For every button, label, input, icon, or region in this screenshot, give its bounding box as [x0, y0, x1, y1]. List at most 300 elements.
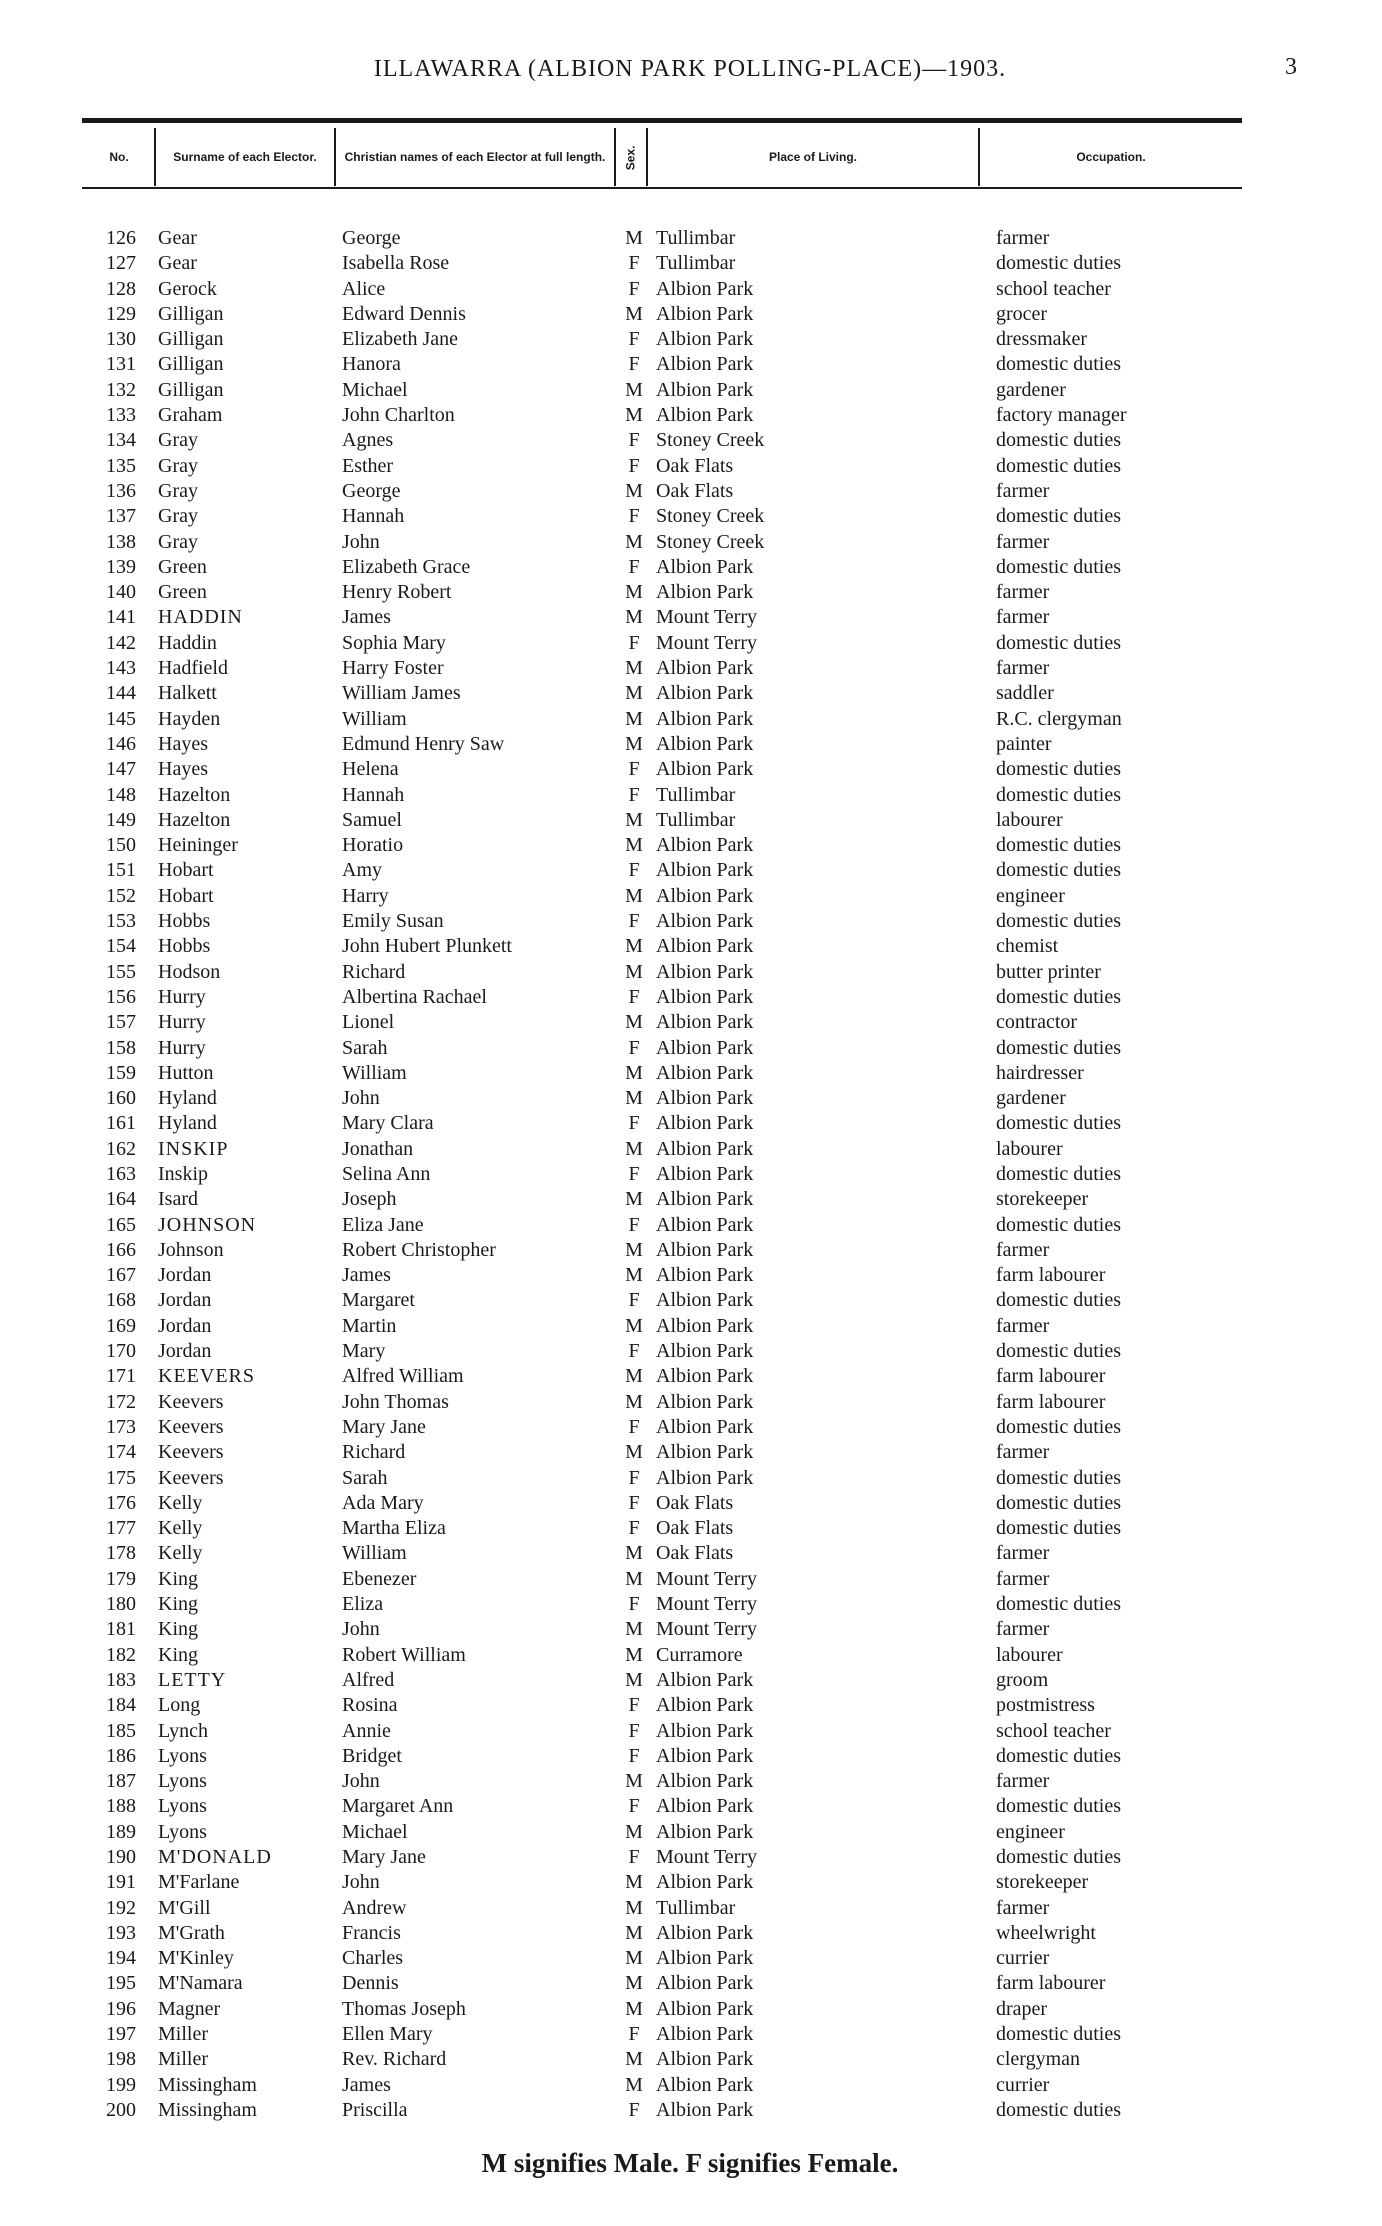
cell-place: Tullimbar [656, 1896, 736, 1919]
cell-number: 179 [106, 1567, 136, 1590]
cell-place: Albion Park [656, 1871, 754, 1894]
table-row [0, 1288, 1382, 1313]
cell-sex: M [625, 227, 643, 249]
cell-sex: M [625, 1238, 643, 1261]
cell-surname: Jordan [158, 1314, 212, 1337]
cell-occupation: domestic duties [996, 1491, 1121, 1514]
cell-surname: Haddin [158, 631, 217, 654]
column-header-place [648, 130, 978, 186]
table-row [0, 1516, 1382, 1541]
table-row [0, 2073, 1382, 2098]
cell-place: Tullimbar [656, 783, 736, 806]
cell-occupation: domestic duties [996, 555, 1121, 578]
table-row [0, 757, 1382, 782]
cell-number: 156 [106, 985, 136, 1008]
cell-christian-names: Sarah [342, 1466, 388, 1489]
cell-christian-names: Henry Robert [342, 581, 452, 604]
cell-occupation: chemist [996, 935, 1059, 958]
cell-sex: F [628, 555, 640, 578]
cell-sex: F [628, 1213, 640, 1236]
page-title: ILLAWARRA (ALBION PARK POLLING-PLACE)—1903. [373, 56, 1007, 82]
table-row [0, 1061, 1382, 1086]
table-row [0, 2022, 1382, 2047]
cell-place: Albion Park [656, 1744, 754, 1767]
cell-sex: M [625, 1871, 643, 1894]
cell-christian-names: Priscilla [342, 2098, 408, 2121]
cell-christian-names: Michael [342, 1820, 408, 1843]
cell-place: Albion Park [656, 732, 754, 755]
cell-christian-names: Hannah [342, 505, 405, 528]
table-row [0, 2098, 1382, 2123]
cell-christian-names: Eliza [342, 1593, 384, 1616]
cell-sex: M [625, 2073, 643, 2096]
cell-place: Stoney Creek [656, 530, 765, 553]
cell-christian-names: Mary Clara [342, 1112, 434, 1135]
cell-number: 147 [106, 758, 136, 781]
cell-place: Albion Park [656, 2023, 754, 2046]
cell-christian-names: Edmund Henry Saw [342, 732, 505, 755]
cell-christian-names: Francis [342, 1921, 401, 1944]
cell-occupation: storekeeper [996, 1871, 1089, 1894]
cell-number: 195 [106, 1972, 136, 1995]
cell-surname: Jordan [158, 1340, 212, 1363]
cell-place: Stoney Creek [656, 505, 765, 528]
cell-sex: F [628, 1415, 640, 1438]
cell-number: 163 [106, 1162, 136, 1185]
cell-christian-names: Martin [342, 1314, 397, 1337]
table-row [0, 1921, 1382, 1946]
cell-surname: Graham [158, 404, 223, 427]
cell-christian-names: Harry [342, 884, 389, 907]
cell-occupation: currier [996, 2073, 1050, 2096]
cell-christian-names: Ada Mary [342, 1491, 424, 1514]
cell-christian-names: Thomas Joseph [342, 1997, 466, 2020]
cell-occupation: grocer [996, 302, 1048, 325]
cell-number: 154 [106, 935, 136, 958]
cell-occupation: domestic duties [996, 1289, 1121, 1312]
cell-occupation: hairdresser [996, 1061, 1084, 1084]
cell-occupation: domestic duties [996, 783, 1121, 806]
cell-christian-names: Charles [342, 1947, 404, 1970]
cell-sex: F [628, 1517, 640, 1540]
table-row [0, 833, 1382, 858]
cell-occupation: farmer [996, 1238, 1050, 1261]
cell-sex: M [625, 1365, 643, 1388]
cell-occupation: currier [996, 1947, 1050, 1970]
table-row [0, 1339, 1382, 1364]
cell-number: 146 [106, 732, 136, 755]
cell-occupation: farmer [996, 1896, 1050, 1919]
table-row [0, 1137, 1382, 1162]
cell-sex: M [625, 1137, 643, 1160]
cell-christian-names: Rosina [342, 1694, 398, 1717]
cell-christian-names: Andrew [342, 1896, 407, 1919]
cell-number: 200 [106, 2098, 136, 2121]
cell-christian-names: Mary Jane [342, 1415, 426, 1438]
cell-christian-names: Isabella Rose [342, 252, 450, 275]
cell-sex: M [625, 1441, 643, 1464]
cell-sex: M [625, 1087, 643, 1110]
cell-occupation: dressmaker [996, 328, 1088, 351]
cell-number: 193 [106, 1921, 136, 1944]
cell-place: Albion Park [656, 758, 754, 781]
cell-surname: Hodson [158, 960, 221, 983]
cell-surname: INSKIP [158, 1137, 229, 1160]
cell-number: 198 [106, 2048, 136, 2071]
table-row [0, 1643, 1382, 1668]
table-row [0, 1187, 1382, 1212]
cell-number: 143 [106, 657, 136, 680]
cell-sex: M [625, 935, 643, 958]
table-row [0, 808, 1382, 833]
table-row [0, 783, 1382, 808]
cell-place: Albion Park [656, 1289, 754, 1312]
cell-place: Albion Park [656, 1694, 754, 1717]
cell-sex: M [625, 2048, 643, 2071]
cell-sex: M [625, 1264, 643, 1287]
cell-surname: King [158, 1567, 198, 1590]
cell-number: 141 [106, 606, 136, 629]
cell-occupation: farm labourer [996, 1390, 1106, 1413]
cell-number: 178 [106, 1542, 136, 1565]
cell-occupation: domestic duties [996, 834, 1121, 857]
cell-sex: M [625, 657, 643, 680]
cell-surname: Gray [158, 505, 198, 528]
cell-surname: Kelly [158, 1542, 203, 1565]
table-row [0, 858, 1382, 883]
cell-place: Albion Park [656, 1112, 754, 1135]
cell-place: Tullimbar [656, 227, 736, 249]
cell-surname: M'DONALD [158, 1846, 272, 1868]
table-row [0, 656, 1382, 681]
cell-occupation: farmer [996, 1618, 1050, 1641]
cell-surname: Hobart [158, 859, 214, 882]
cell-christian-names: Hanora [342, 353, 401, 376]
table-row [0, 530, 1382, 555]
cell-number: 140 [106, 581, 136, 604]
cell-number: 144 [106, 682, 136, 705]
cell-christian-names: Joseph [342, 1188, 397, 1211]
cell-place: Albion Park [656, 1466, 754, 1489]
cell-sex: M [625, 378, 643, 401]
cell-sex: F [628, 758, 640, 781]
cell-occupation: butter printer [996, 960, 1101, 983]
cell-place: Albion Park [656, 960, 754, 983]
table-row [0, 631, 1382, 656]
cell-occupation: farmer [996, 1542, 1050, 1565]
cell-number: 132 [106, 378, 136, 401]
cell-number: 194 [106, 1947, 136, 1970]
table-row [0, 1390, 1382, 1415]
cell-christian-names: George [342, 479, 401, 502]
cell-occupation: farmer [996, 1567, 1050, 1590]
cell-number: 188 [106, 1795, 136, 1818]
cell-christian-names: Rev. Richard [342, 2048, 447, 2071]
cell-place: Albion Park [656, 404, 754, 427]
cell-occupation: contractor [996, 1011, 1078, 1034]
cell-number: 159 [106, 1061, 136, 1084]
cell-place: Albion Park [656, 1314, 754, 1337]
cell-place: Albion Park [656, 1719, 754, 1742]
cell-occupation: farmer [996, 1314, 1050, 1337]
cell-surname: Gilligan [158, 353, 224, 376]
cell-occupation: farmer [996, 479, 1050, 502]
cell-place: Oak Flats [656, 479, 734, 502]
table-row [0, 555, 1382, 580]
cell-christian-names: George [342, 227, 401, 249]
cell-surname: Hadfield [158, 657, 228, 680]
cell-number: 128 [106, 277, 136, 300]
table-row [0, 403, 1382, 428]
column-header-sex [616, 130, 646, 186]
cell-number: 186 [106, 1744, 136, 1767]
cell-occupation: domestic duties [996, 758, 1121, 781]
cell-surname: Lyons [158, 1744, 207, 1767]
cell-surname: Keevers [158, 1441, 224, 1464]
cell-surname: Isard [158, 1188, 198, 1211]
table-row [0, 1440, 1382, 1465]
cell-surname: Hayes [158, 758, 208, 781]
cell-occupation: domestic duties [996, 1744, 1121, 1767]
column-header-occupation-label: Occupation. [1076, 150, 1146, 165]
cell-number: 171 [106, 1365, 136, 1388]
cell-sex: M [625, 1896, 643, 1919]
cell-place: Oak Flats [656, 1542, 734, 1565]
cell-surname: Hyland [158, 1112, 217, 1135]
cell-surname: KEEVERS [158, 1365, 255, 1388]
cell-sex: M [625, 707, 643, 730]
cell-sex: M [625, 960, 643, 983]
table-row [0, 1036, 1382, 1061]
cell-surname: M'Namara [158, 1972, 243, 1995]
cell-occupation: engineer [996, 1820, 1065, 1843]
table-row [0, 1314, 1382, 1339]
table-row [0, 1896, 1382, 1921]
cell-number: 174 [106, 1441, 136, 1464]
cell-place: Albion Park [656, 682, 754, 705]
cell-number: 185 [106, 1719, 136, 1742]
cell-place: Mount Terry [656, 1846, 757, 1868]
cell-christian-names: Dennis [342, 1972, 399, 1995]
cell-sex: F [628, 1795, 640, 1818]
cell-sex: F [628, 1719, 640, 1742]
cell-number: 164 [106, 1188, 136, 1211]
table-row [0, 504, 1382, 529]
cell-number: 160 [106, 1087, 136, 1110]
cell-christian-names: Esther [342, 454, 394, 477]
cell-surname: Keevers [158, 1390, 224, 1413]
cell-place: Albion Park [656, 1036, 754, 1059]
cell-surname: Hurry [158, 1036, 206, 1059]
cell-number: 187 [106, 1770, 136, 1793]
table-row [0, 1820, 1382, 1845]
cell-number: 167 [106, 1264, 136, 1287]
cell-occupation: draper [996, 1997, 1048, 2020]
cell-sex: M [625, 1972, 643, 1995]
cell-occupation: farmer [996, 530, 1050, 553]
table-row [0, 1592, 1382, 1617]
cell-sex: M [625, 1314, 643, 1337]
table-row [0, 251, 1382, 276]
cell-number: 129 [106, 302, 136, 325]
table-row [0, 226, 1382, 251]
cell-place: Albion Park [656, 1947, 754, 1970]
cell-place: Mount Terry [656, 631, 757, 654]
table-row [0, 909, 1382, 934]
cell-place: Albion Park [656, 555, 754, 578]
cell-sex: M [625, 1618, 643, 1641]
cell-number: 155 [106, 960, 136, 983]
cell-sex: M [625, 1643, 643, 1666]
table-row [0, 1541, 1382, 1566]
cell-surname: Magner [158, 1997, 221, 2020]
cell-surname: Hobart [158, 884, 214, 907]
table-row [0, 1794, 1382, 1819]
cell-number: 183 [106, 1668, 136, 1691]
cell-place: Tullimbar [656, 808, 736, 831]
cell-occupation: labourer [996, 1137, 1063, 1160]
cell-christian-names: Margaret Ann [342, 1795, 454, 1818]
cell-christian-names: Ellen Mary [342, 2023, 433, 2046]
cell-surname: Gilligan [158, 328, 224, 351]
cell-occupation: storekeeper [996, 1188, 1089, 1211]
cell-number: 175 [106, 1466, 136, 1489]
cell-place: Albion Park [656, 378, 754, 401]
cell-surname: Gear [158, 252, 197, 275]
cell-surname: Lyons [158, 1795, 207, 1818]
cell-place: Albion Park [656, 859, 754, 882]
cell-place: Albion Park [656, 581, 754, 604]
cell-number: 158 [106, 1036, 136, 1059]
table-row [0, 1719, 1382, 1744]
cell-occupation: farm labourer [996, 1972, 1106, 1995]
cell-place: Albion Park [656, 302, 754, 325]
cell-occupation: factory manager [996, 404, 1127, 427]
cell-place: Albion Park [656, 1770, 754, 1793]
cell-christian-names: John Hubert Plunkett [342, 935, 512, 958]
cell-surname: Hayden [158, 707, 221, 730]
cell-occupation: labourer [996, 1643, 1063, 1666]
cell-place: Albion Park [656, 1264, 754, 1287]
cell-place: Albion Park [656, 1997, 754, 2020]
cell-place: Albion Park [656, 985, 754, 1008]
cell-christian-names: Alfred William [342, 1365, 464, 1388]
cell-place: Albion Park [656, 328, 754, 351]
cell-surname: Missingham [158, 2073, 257, 2096]
cell-christian-names: William James [342, 682, 461, 705]
cell-place: Albion Park [656, 1340, 754, 1363]
cell-surname: Inskip [158, 1162, 208, 1185]
cell-number: 135 [106, 454, 136, 477]
cell-number: 199 [106, 2073, 136, 2096]
cell-christian-names: Michael [342, 378, 408, 401]
cell-surname: Halkett [158, 682, 217, 705]
cell-place: Mount Terry [656, 606, 757, 629]
cell-christian-names: Robert Christopher [342, 1238, 496, 1261]
table-row [0, 1769, 1382, 1794]
cell-surname: Gray [158, 429, 198, 452]
cell-place: Mount Terry [656, 1618, 757, 1641]
table-row [0, 884, 1382, 909]
cell-surname: Kelly [158, 1517, 203, 1540]
table-row [0, 428, 1382, 453]
cell-surname: Miller [158, 2048, 208, 2071]
cell-sex: F [628, 429, 640, 452]
cell-number: 161 [106, 1112, 136, 1135]
cell-sex: F [628, 2023, 640, 2046]
header-rule-top [82, 118, 1242, 123]
cell-occupation: domestic duties [996, 910, 1121, 933]
table-row [0, 1466, 1382, 1491]
cell-place: Albion Park [656, 1415, 754, 1438]
cell-christian-names: Sarah [342, 1036, 388, 1059]
header-rule-bottom [82, 187, 1242, 189]
cell-number: 168 [106, 1289, 136, 1312]
elector-list [0, 226, 1382, 2123]
cell-sex: M [625, 530, 643, 553]
cell-place: Albion Park [656, 1972, 754, 1995]
table-row [0, 1946, 1382, 1971]
cell-occupation: domestic duties [996, 859, 1121, 882]
table-row [0, 1845, 1382, 1870]
table-row [0, 1162, 1382, 1187]
cell-surname: Gilligan [158, 302, 224, 325]
cell-surname: Hayes [158, 732, 208, 755]
cell-occupation: domestic duties [996, 1517, 1121, 1540]
cell-occupation: farm labourer [996, 1264, 1106, 1287]
cell-surname: LETTY [158, 1668, 227, 1691]
cell-occupation: domestic duties [996, 1415, 1121, 1438]
cell-number: 153 [106, 910, 136, 933]
cell-sex: M [625, 732, 643, 755]
cell-christian-names: Mary Jane [342, 1846, 426, 1868]
cell-occupation: domestic duties [996, 985, 1121, 1008]
table-row [0, 1870, 1382, 1895]
cell-surname: Green [158, 581, 207, 604]
cell-surname: Heininger [158, 834, 238, 857]
cell-sex: M [625, 479, 643, 502]
cell-sex: F [628, 505, 640, 528]
cell-number: 173 [106, 1415, 136, 1438]
cell-place: Albion Park [656, 1061, 754, 1084]
cell-number: 165 [106, 1213, 136, 1236]
cell-christian-names: John Thomas [342, 1390, 449, 1413]
cell-place: Albion Park [656, 935, 754, 958]
cell-number: 126 [106, 227, 136, 249]
cell-occupation: domestic duties [996, 2098, 1121, 2121]
cell-occupation: gardener [996, 378, 1066, 401]
cell-occupation: domestic duties [996, 1846, 1121, 1868]
cell-number: 127 [106, 252, 136, 275]
cell-occupation: domestic duties [996, 454, 1121, 477]
cell-christian-names: Eliza Jane [342, 1213, 424, 1236]
cell-sex: M [625, 1770, 643, 1793]
cell-place: Albion Park [656, 1137, 754, 1160]
cell-number: 191 [106, 1871, 136, 1894]
cell-christian-names: Alfred [342, 1668, 395, 1691]
cell-surname: Miller [158, 2023, 208, 2046]
column-header-occupation [980, 130, 1242, 186]
table-row [0, 479, 1382, 504]
table-row [0, 302, 1382, 327]
cell-place: Oak Flats [656, 454, 734, 477]
cell-occupation: saddler [996, 682, 1054, 705]
table-row [0, 277, 1382, 302]
cell-sex: F [628, 985, 640, 1008]
cell-christian-names: William [342, 707, 407, 730]
cell-sex: M [625, 1567, 643, 1590]
cell-occupation: farmer [996, 581, 1050, 604]
